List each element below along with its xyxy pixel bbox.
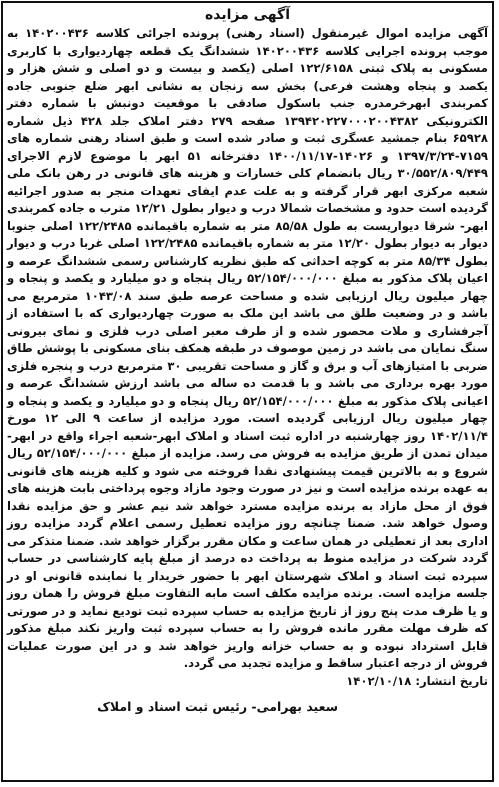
publication-date: تاریخ انتشار: ۱۴۰۲/۱۰/۱۸ <box>346 673 488 688</box>
signature: سعید بهرامی- رئیس ثبت اسناد و املاک <box>97 699 338 714</box>
notice-frame <box>1 1 494 782</box>
notice-content <box>7 5 488 778</box>
notice-body: آگهی مزایده اموال غیرمنقول (اسناد رهنی) پرونده اجرائی کلاسه ۱۴۰۲۰۰۴۳۶ به موجب پرونده اجرایی کلاسه ۱۴۰۲۰۰۴۳۶ ششدانگ یک قطعه چهاردیواری با کاربری مسکونی به پلاک ثبتی ۱۲۲/۶۱۵۸ اصلی (یکصد و بیست و دو اصلی و شش هزار و یکصد و پنجاه وهشت فرعی) بخش سه زنجان به نشانی ابهر ضلع جنوبی جاده کمربندی ابهرخرمدره جنب باسکول صادقی با موقعیت دونبش با شماره دفتر الکترونیکی ۱۳۹۴۲۰۲۲۷۰۰۰۲۰۰۴۳۸۲ صفحه ۲۷۹ دفتر املاک جلد ۴۲۸ ذیل شماره ۶۵۹۲۸ بنام جمشید عسگری ثبت و صادر شده است و طبق اسناد رهنی شماره های ۷۱۵۹-۱۳۹۷/۳/۲۴ و ۱۴۰۲۶-۱۴۰۰/۱۱/۱۷ دفترخانه ۵۱ ابهر با موضوع لازم الاجرای ۳۰/۵۵۲/۸۰۹/۴۴۹ ریال بانضمام کلی خسارات و هزینه های قانونی در رهن بانک ملی شعبه مرکزی ابهر قرار گرفته و به علت عدم ایفای تعهدات منجر به صدور اجرائیه گردیده است حدود و مشخصات شمالا درب و دیوار بطول ۱۲/۲۱ مترب ه جاده کمربندی ابهر- شرقا دیواریست به طول ۸۵/۵۸ متر به شماره باقیمانده ۱۲۲/۲۴۸۵ اصلی جنوبا دیوار به دیوار بطول ۱۲/۲۰ متر به شماره باقیمانده ۱۲۲/۲۴۸۵ اصلی غربا درب و دیوار بطول ۸۵/۳۴ متر به کوچه احداثی که طبق نظریه کارشناس رسمی ششدانگ عرصه و اعیان پلاک مذکور به مبلغ ۵۲/۱۵۴/۰۰۰/۰۰۰ ریال پنجاه و دو میلیارد و یکصد و پنجاه و چهار میلیون ریال ارزیابی شده و مساحت عرصه طبق سند ۱۰۴۳/۰۸ مترمربع می باشد و در وضعیت طلق می باشد این ملک به صورت چهاردیواری که با استفاده از آجرفشاری و ملات محصور شده و از طرف معبر اصلی درب فلزی و نمای بیرونی سنگ نمایان می باشد در زمین موصوف در طبقه همکف بنای مسکونی با پوشش طاق ضربی با امتیازهای آب و برق و گاز و مساحت تقریبی ۳۰ مترمربع درب و پنجره فلزی مورد بهره برداری می باشد و با قدمت ده ساله می باشد ارزش ششدانگ عرصه و اعیانی پلاک مذکور به مبلغ ۵۲/۱۵۴/۰۰۰/۰۰۰ ریال پنجاه و دو میلیارد و یکصد و پنجاه و چهار میلیون ریال ارزیابی گردیده است. مورد مزایده از ساعت ۹ الی ۱۲ مورخ ۱۴۰۲/۱۱/۴ روز چهارشنبه در اداره ثبت اسناد و املاک ابهر-شعبه اجراء واقع در ابهر- میدان تمدن از طریق مزایده به فروش می رسد. مزایده از مبلغ ۵۲/۱۵۴/۰۰۰/۰۰۰ ریال شروع و به بالاترین قیمت پیشنهادی نقدا فروخته می شود و کلیه هزینه های قانونی به عهده برنده مزایده است و نیز در صورت وجود مازاد وجوه پرداختی بابت هزینه های فوق از محل مازاد به برنده مزایده مسترد خواهد شد نیم عشر و حق مزایده نقدا وصول خواهد شد. ضمنا چنانچه روز مزایده تعطیل رسمی اعلام گردد مزایده روز اداری بعد از تعطیلی در همان ساعت و مکان مقرر برگزار خواهد شد. ضمنا متذکر می گردد شرکت در مزایده منوط به پرداخت ده درصد از مبلغ پایه کارشناسی در حساب سپرده ثبت اسناد و املاک شهرستان ابهر با حضور خریدار یا نماینده قانونی او در جلسه مزایده است. برنده مزایده مکلف است مابه التفاوت مبلغ فروش را همان روز و یا ظرف مدت پنج روز از تاریخ مزایده به حساب سپرده ثبت تودیع نماید و در صورتی که ظرف مهلت مقرر مانده فروش را به حساب سپرده ثبت واریز نکند مبلغ مذکور قابل استرداد نبوده و به حساب خزانه واریز خواهد شد و در این صورت عملیات فروش از درجه اعتبار ساقط و مزایده تجدید می گردد. <box>7 26 489 670</box>
notice-title: آگهی مزایده <box>204 7 290 23</box>
